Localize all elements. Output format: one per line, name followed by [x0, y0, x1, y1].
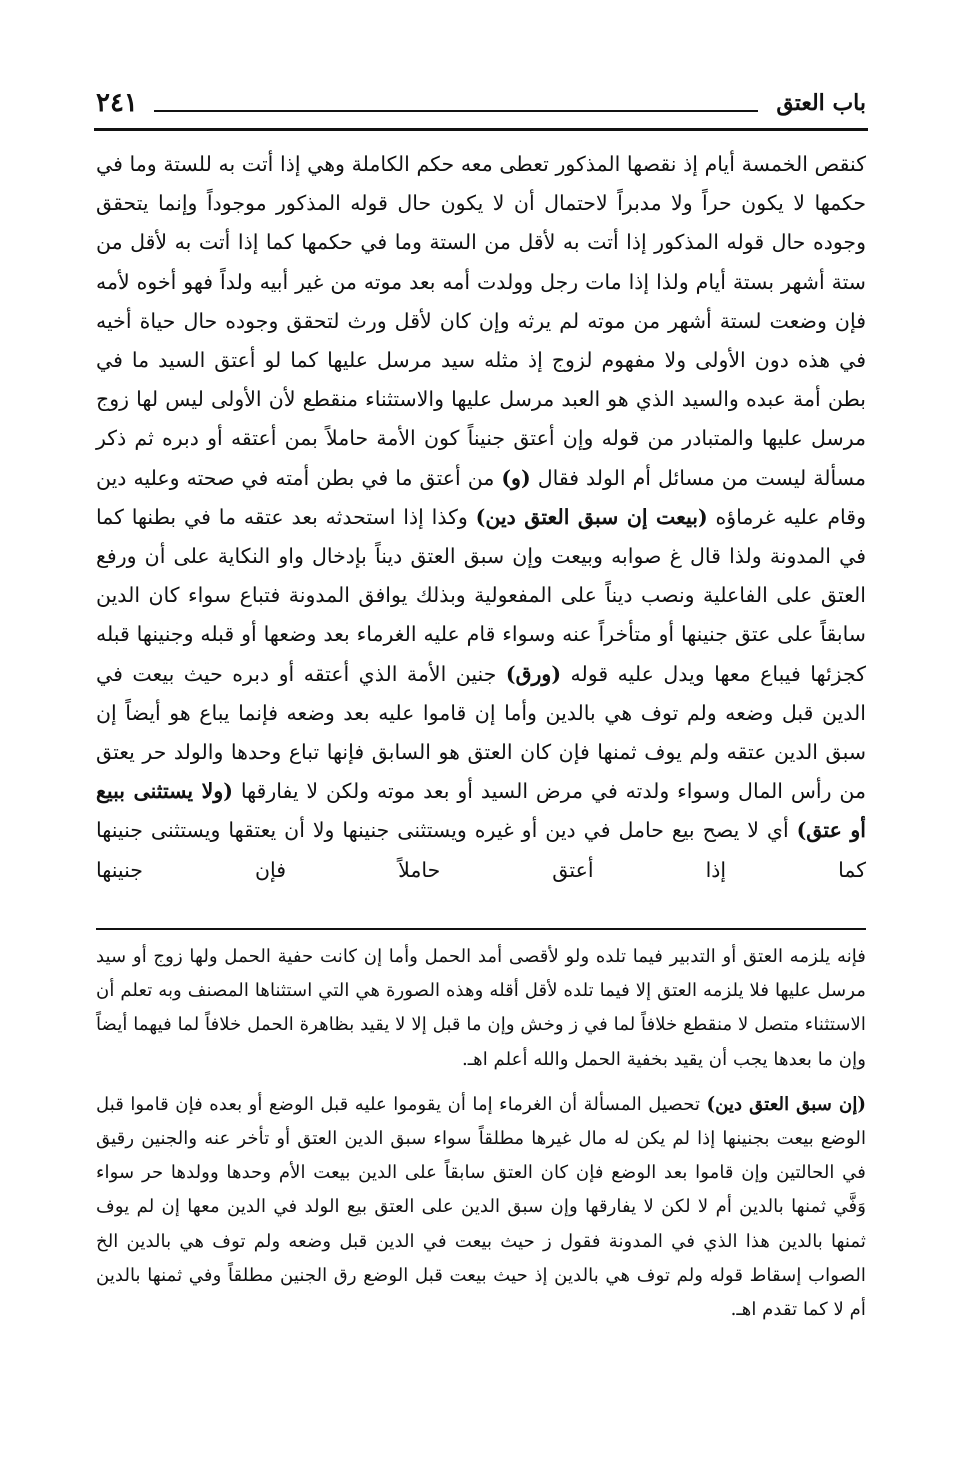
quoted-fragment: (ولا يستثنى ببيع أو عتق)	[96, 779, 866, 843]
page-header	[96, 88, 866, 124]
footnote-text: فإنه يلزمه العتق أو التدبير فيما تلده ولو لأقصى أمد الحمل وأما إن كانت حفية الحمل ولها زوج أو سيد مرسل عليها فلا يلزمه العتق إلا فيما تلده لأقل أقله وهذه الصورة هي التي استثناها المصنف وبه تعلم أن الاستثناء متصل لا منقطع خلافاً لما في ز وخش وإن ما قبل إلا لا يقيد بظاهرة الحمل خلافاً لما فيهما أيضاً وإن ما بعدها يجب أن يقيد بخفية الحمل والله أعلم اهـ.	[96, 946, 866, 1070]
main-text	[96, 145, 866, 890]
main-text-segment: جنين الأمة الذي أعتقه أو دبره حيث بيعت في الدين قبل وضعه ولم توف هي بالدين وأما إن قاموا عليه بعد وضعه فإنما يباع هو أيضاً إن سبق الدين عتقه ولم يوف ثمنها فإن كان العتق هو السابق فإنها تباع وحدها والولد حر يعتق من رأس المال وسواء ولدته في مرض السيد أو بعد موته ولكن لا يفارقها	[96, 661, 866, 804]
main-text-segment: وكذا إذا استحدثه بعد عتقه ما في بطنها كما في المدونة ولذا قال غ صوابه وبيعت وإن سبق العتق ديناً بإدخال واو النكاية على أن ورفع العتق على الفاعلية ونصب ديناً على المفعولية وبذلك يوافق المدونة فتباع سواء كان الدين سابقاً على عتق جنينها أو متأخراً عنه وسواء قام عليه الغرماء بعد وضعها أو قبله وجنينها قبله كجزئها فيباع معها ويدل عليه قوله	[96, 504, 866, 686]
quoted-fragment: (بيعت إن سبق العتق دين)	[475, 504, 708, 529]
footnote-separator	[96, 928, 866, 930]
quoted-fragment: (و)	[501, 465, 531, 490]
footnote-lead: (إن سبق العتق دين)	[706, 1093, 867, 1115]
header-line	[154, 110, 758, 112]
page-number: ٢٤١	[96, 88, 138, 118]
footnote	[96, 1088, 866, 1327]
main-text-segment: من أعتق ما في بطن أمته في صحته وعليه دين وقام عليه غرماؤه	[96, 465, 866, 529]
footnote	[96, 940, 866, 1077]
header-rule	[94, 128, 868, 131]
chapter-title: باب العتق	[776, 90, 866, 116]
quoted-fragment: (ورق)	[505, 661, 562, 686]
main-text-segment: أي لا يصح بيع حامل في دين أو غيره ويستثنى جنينها ولا أن يعتقها ويستثنى جنينها كما إذا أعتق حاملاً فإن جنينها	[96, 818, 866, 882]
main-paragraph	[96, 145, 866, 890]
footnote-text: تحصيل المسألة أن الغرماء إما أن يقوموا عليه قبل الوضع أو بعده فإن قاموا قبل الوضع بيعت بجنينها إذا لم يكن له مال غيرها مطلقاً سواء سبق الدين العتق أو تأخر عنه والجنين رقيق في الحالتين وإن قاموا بعد الوضع فإن كان العتق سابقاً على الدين بيعت الأم وحدها وولدها حر سواء وَفَّي ثمنها بالدين أم لا لكن لا يفارقها وإن سبق الدين على العتق بيع الولد في الدين معها إن لم يوف ثمنها بالدين هذا الذي في المدونة فقول ز حيث بيعت في الدين قبل وضعه ولم توف هي بالدين الخ الصواب إسقاط قوله ولم توف هي بالدين إذ حيث بيعت قبل الوضع رق الجنين مطلقاً وفي ثمنها بالدين أم لا كما تقدم اهـ.	[96, 1093, 866, 1321]
main-text-segment: كنقص الخمسة أيام إذ نقصها المذكور تعطى معه حكم الكاملة وهي إذا أتت به للستة وما في حكمها لا يكون حراً ولا مدبراً لاحتمال أن لا يكون حال قوله المذكور موجوداً وإنما يتحقق وجوده حال قوله المذكور إذا أتت به لأقل من الستة وما في حكمها كما إذا أتت به لأقل من ستة أشهر بستة أيام ولذا إذا مات رجل وولدت أمه بعد موته من غير أبيه ولداً فهو أخوه لأمه فإن وضعت لستة أشهر من موته لم يرثه وإن كان لأقل ورث لتحقق وجوده حال حياة أخيه في هذه دون الأولى ولا مفهوم لزوج إذ مثله سيد مرسل عليها كما لو أعتق السيد ما في بطن أمة عبده والسيد الذي هو العبد مرسل عليها والاستثناء منقطع لأن الأولى ليس لها زوج مرسل عليها والمتبادر من قوله وإن أعتق جنيناً كون الأمة حاملاً بمن أعتقه أو دبره ثم ذكر مسألة ليست من مسائل أم الولد فقال	[96, 152, 866, 490]
footnotes	[96, 940, 866, 1327]
